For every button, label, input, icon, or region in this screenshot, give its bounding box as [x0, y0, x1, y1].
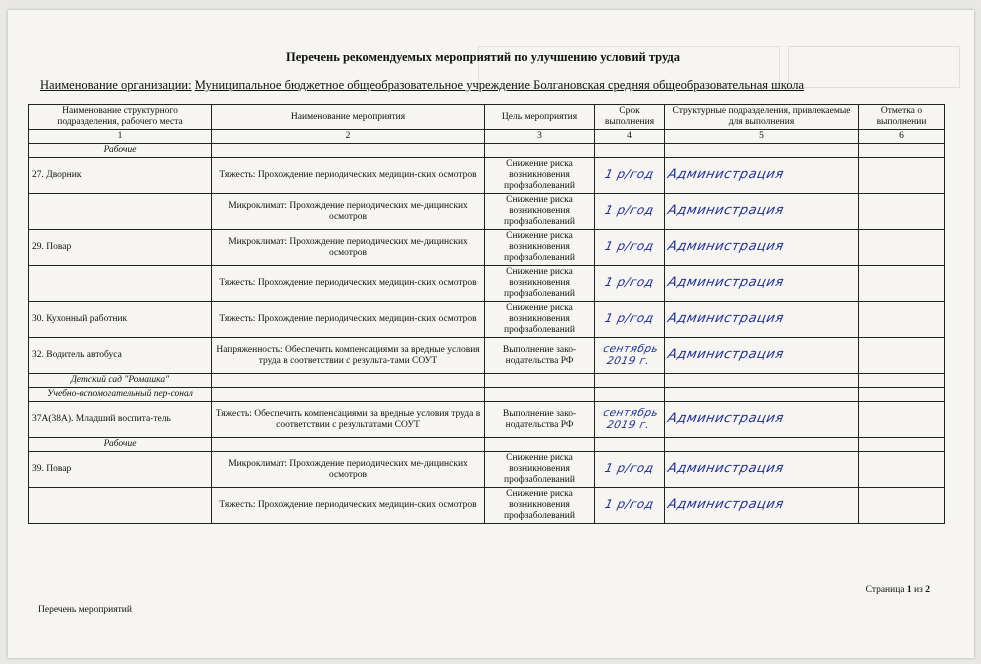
page-total: 2: [925, 585, 930, 595]
measure-goal: Снижение риска возникновения профзаболеваний: [485, 266, 595, 302]
empty-cell: [665, 374, 859, 388]
measure-goal: Снижение риска возникновения профзаболеваний: [485, 452, 595, 488]
measures-table: [28, 104, 945, 524]
measure-name: Микроклимат: Прохождение периодических ме-дицинских осмотров: [212, 194, 485, 230]
handwritten-term-cell: [595, 402, 665, 438]
handwritten-term: 1 р/год: [603, 461, 656, 475]
header-cell: Отметка о выполнении: [859, 105, 945, 130]
completion-mark: [859, 230, 945, 266]
completion-mark: [859, 488, 945, 524]
empty-cell: [665, 144, 859, 158]
workplace-name: 27. Дворник: [29, 158, 212, 194]
handwritten-department-cell: [665, 488, 859, 524]
measure-name: Тяжесть: Прохождение периодических медицин-ских осмотров: [212, 488, 485, 524]
handwritten-department: Администрация: [666, 497, 786, 512]
handwritten-department-cell: [665, 158, 859, 194]
workplace-name: [29, 194, 212, 230]
subsection-title: Учебно-вспомогательный пер-сонал: [29, 388, 212, 402]
table-row: [29, 302, 945, 338]
header-cell: Наименование структурного подразделения, рабочего места: [29, 105, 212, 130]
handwritten-term: 1 р/год: [603, 275, 656, 289]
table-row: [29, 266, 945, 302]
completion-mark: [859, 194, 945, 230]
table-header-row: [29, 105, 945, 130]
empty-cell: [485, 374, 595, 388]
header-cell: Наименование мероприятия: [212, 105, 485, 130]
workplace-name: 39. Повар: [29, 452, 212, 488]
empty-cell: [212, 144, 485, 158]
handwritten-department-cell: [665, 230, 859, 266]
handwritten-department-cell: [665, 266, 859, 302]
handwritten-department: Администрация: [666, 311, 786, 326]
handwritten-department-cell: [665, 452, 859, 488]
handwritten-department: Администрация: [666, 275, 786, 290]
document-title: Перечень рекомендуемых мероприятий по улучшению условий труда: [285, 50, 681, 64]
completion-mark: [859, 266, 945, 302]
handwritten-term: 1 р/год: [603, 311, 656, 325]
completion-mark: [859, 452, 945, 488]
handwritten-term: сентябрь 2019 г.: [602, 343, 660, 367]
page-of: из: [914, 585, 923, 595]
empty-cell: [859, 144, 945, 158]
empty-cell: [665, 388, 859, 402]
section-title: Рабочие: [29, 144, 212, 158]
measure-name: Тяжесть: Обеспечить компенсациями за вредные условия труда в соответствии с результатами СОУТ: [212, 402, 485, 438]
empty-cell: [595, 144, 665, 158]
page-current: 1: [906, 585, 912, 595]
header-cell: Структурные подразделения, привлекаемые для выполнения: [665, 105, 859, 130]
empty-cell: [485, 438, 595, 452]
measure-name: Тяжесть: Прохождение периодических медицин-ских осмотров: [212, 266, 485, 302]
table-row: [29, 402, 945, 438]
empty-cell: [859, 438, 945, 452]
handwritten-term: 1 р/год: [603, 167, 656, 181]
measure-goal: Выполнение зако-нодательства РФ: [485, 402, 595, 438]
handwritten-department: Администрация: [666, 239, 786, 254]
handwritten-term-cell: [595, 302, 665, 338]
handwritten-department-cell: [665, 338, 859, 374]
handwritten-term-cell: [595, 230, 665, 266]
measure-name: Тяжесть: Прохождение периодических медицин-ских осмотров: [212, 158, 485, 194]
column-number: 4: [595, 130, 665, 144]
measure-goal: Снижение риска возникновения профзаболеваний: [485, 158, 595, 194]
handwritten-term-cell: [595, 194, 665, 230]
empty-cell: [595, 438, 665, 452]
measure-name: Тяжесть: Прохождение периодических медицин-ских осмотров: [212, 302, 485, 338]
section-row: [29, 144, 945, 158]
empty-cell: [212, 374, 485, 388]
completion-mark: [859, 402, 945, 438]
handwritten-department-cell: [665, 194, 859, 230]
workplace-name: 32. Водитель автобуса: [29, 338, 212, 374]
table-row: [29, 488, 945, 524]
empty-cell: [212, 438, 485, 452]
organization-label: Наименование организации:: [40, 78, 192, 92]
empty-cell: [212, 388, 485, 402]
measure-goal: Снижение риска возникновения профзаболеваний: [485, 488, 595, 524]
empty-cell: [485, 144, 595, 158]
organization-name: Муниципальное бюджетное общеобразовательное учреждение Болгановская средняя общеобразовательная школа: [194, 78, 805, 92]
handwritten-term: 1 р/год: [603, 239, 656, 253]
measure-goal: Выполнение зако-нодательства РФ: [485, 338, 595, 374]
completion-mark: [859, 338, 945, 374]
handwritten-term-cell: [595, 266, 665, 302]
measure-name: Напряженность: Обеспечить компенсациями за вредные условия труда в соответствии с результа-тами СОУТ: [212, 338, 485, 374]
subsection-row: [29, 438, 945, 452]
completion-mark: [859, 158, 945, 194]
handwritten-department-cell: [665, 302, 859, 338]
page-number: [780, 585, 930, 595]
section-title: Детский сад "Ромашка": [29, 374, 212, 388]
handwritten-department: Администрация: [666, 411, 786, 426]
column-number: 2: [212, 130, 485, 144]
handwritten-term: 1 р/год: [603, 497, 656, 511]
workplace-name: 29. Повар: [29, 230, 212, 266]
column-number: 5: [665, 130, 859, 144]
empty-cell: [859, 388, 945, 402]
table-row: [29, 338, 945, 374]
table-row: [29, 158, 945, 194]
column-number: 1: [29, 130, 212, 144]
handwritten-term: сентябрь 2019 г.: [602, 407, 660, 431]
empty-cell: [859, 374, 945, 388]
workplace-name: 37А(38А). Младший воспита-тель: [29, 402, 212, 438]
handwritten-department-cell: [665, 402, 859, 438]
column-number: 6: [859, 130, 945, 144]
footer-text: Перечень мероприятий: [38, 605, 132, 615]
handwritten-term-cell: [595, 338, 665, 374]
handwritten-department: Администрация: [666, 347, 786, 362]
empty-cell: [595, 388, 665, 402]
measure-name: Микроклимат: Прохождение периодических ме-дицинских осмотров: [212, 230, 485, 266]
handwritten-term-cell: [595, 158, 665, 194]
completion-mark: [859, 302, 945, 338]
measure-goal: Снижение риска возникновения профзаболеваний: [485, 302, 595, 338]
handwritten-department: Администрация: [666, 167, 786, 182]
measure-name: Микроклимат: Прохождение периодических ме-дицинских осмотров: [212, 452, 485, 488]
organization-line: [40, 78, 804, 93]
column-number: 3: [485, 130, 595, 144]
empty-cell: [665, 438, 859, 452]
section-row: [29, 374, 945, 388]
workplace-name: [29, 488, 212, 524]
handwritten-department: Администрация: [666, 203, 786, 218]
table-row: [29, 230, 945, 266]
table-body: [29, 144, 945, 524]
empty-cell: [595, 374, 665, 388]
measure-goal: Снижение риска возникновения профзаболеваний: [485, 194, 595, 230]
column-number-row: [29, 130, 945, 144]
subsection-title: Рабочие: [29, 438, 212, 452]
header-cell: Цель мероприятия: [485, 105, 595, 130]
workplace-name: [29, 266, 212, 302]
page-prefix: Страница: [865, 585, 905, 595]
table-row: [29, 194, 945, 230]
handwritten-department: Администрация: [666, 461, 786, 476]
handwritten-term-cell: [595, 488, 665, 524]
measure-goal: Снижение риска возникновения профзаболеваний: [485, 230, 595, 266]
table-row: [29, 452, 945, 488]
empty-cell: [485, 388, 595, 402]
subsection-row: [29, 388, 945, 402]
workplace-name: 30. Кухонный работник: [29, 302, 212, 338]
header-cell: Срок выполнения: [595, 105, 665, 130]
handwritten-term-cell: [595, 452, 665, 488]
handwritten-term: 1 р/год: [603, 203, 656, 217]
